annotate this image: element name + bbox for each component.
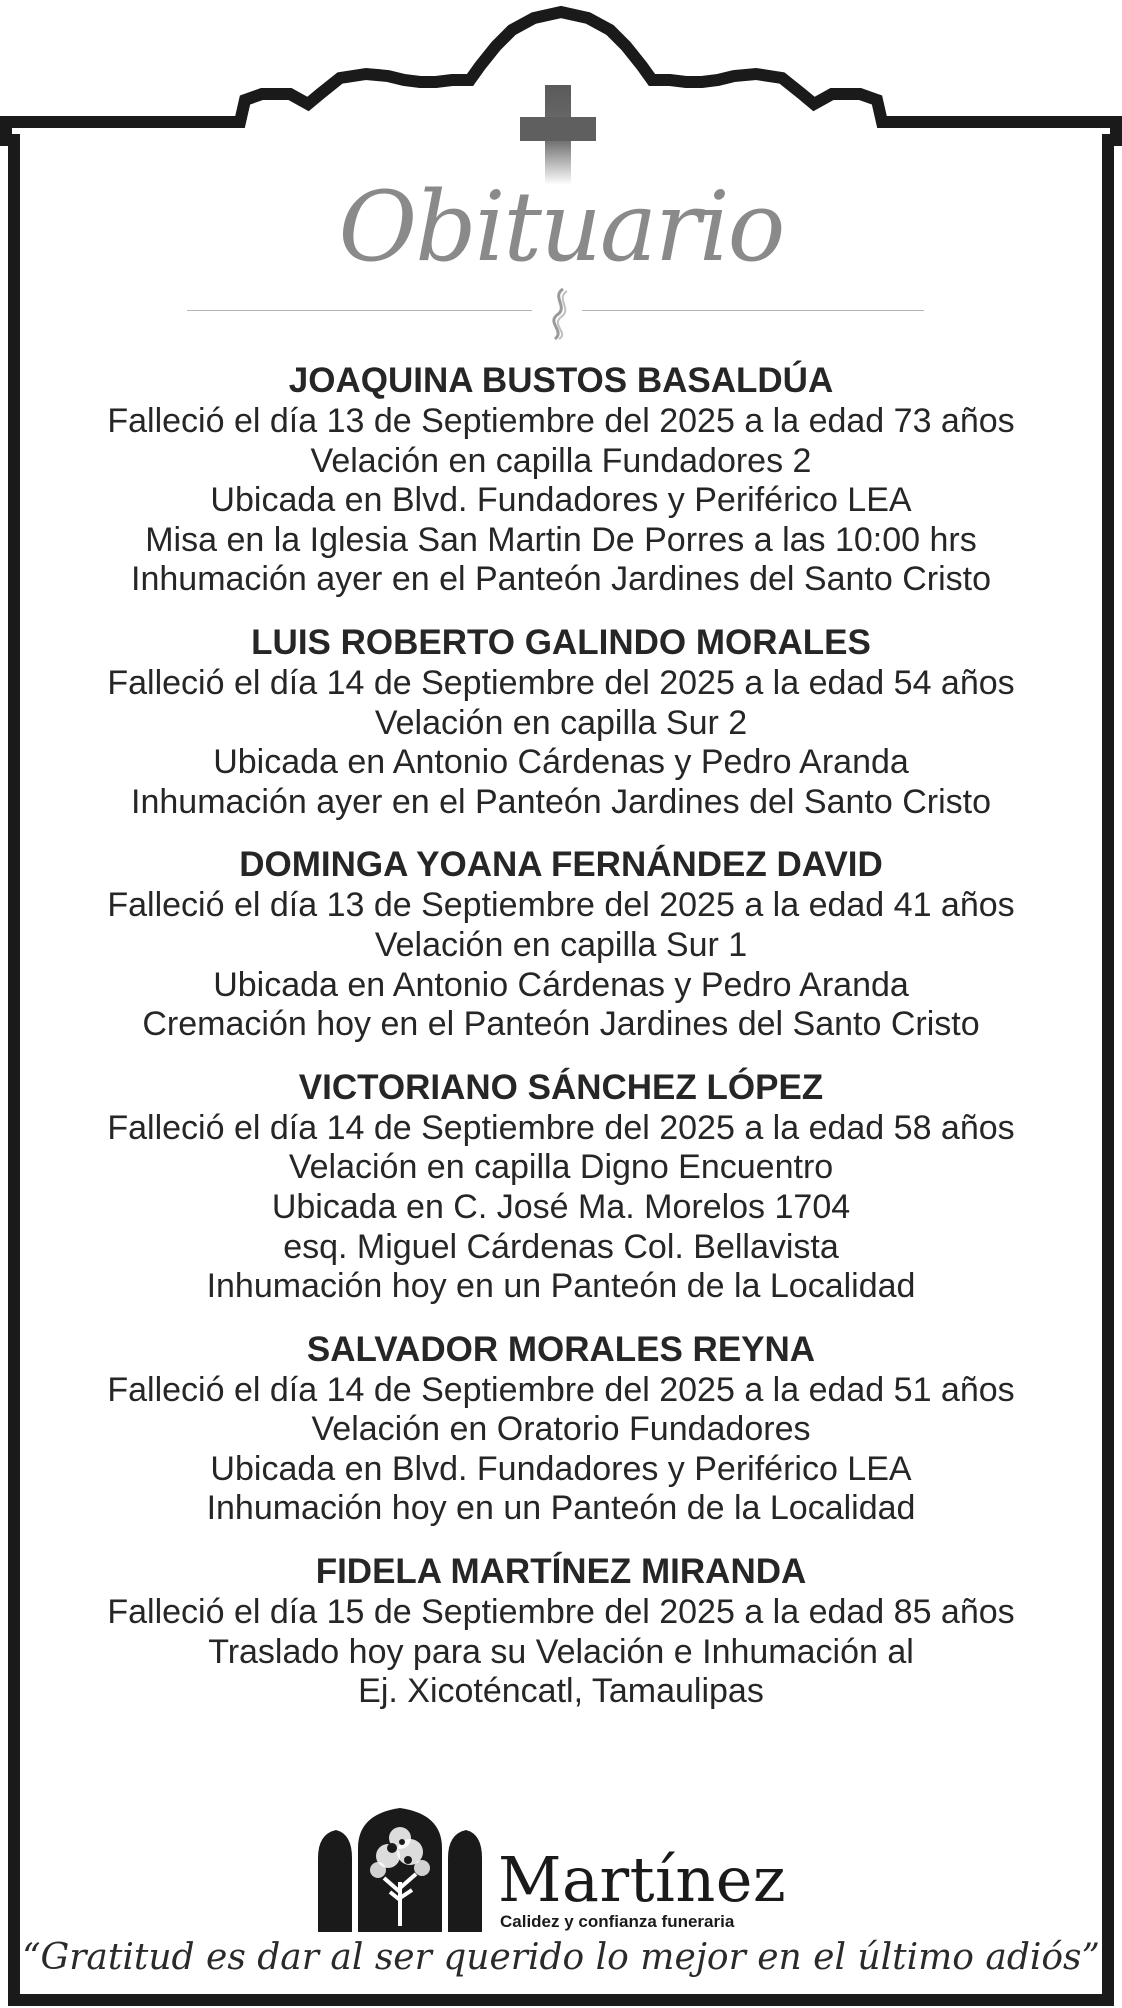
- entry-line: Falleció el día 13 de Septiembre del 2025 a la edad 73 años: [107, 402, 1015, 440]
- brand-name: Martínez: [498, 1843, 787, 1916]
- entry-line: Velación en Oratorio Fundadores: [311, 1410, 811, 1449]
- entry-line: Ubicada en Blvd. Fundadores y Periférico LEA: [210, 1449, 912, 1488]
- entry-line: Misa en la Iglesia San Martin De Porres a las 10:00 hrs: [145, 520, 977, 559]
- obituary-entry: [40, 1551, 1082, 1712]
- cross-icon: [520, 85, 596, 185]
- entry-line: Traslado hoy para su Velación e Inhumación al: [208, 1632, 914, 1671]
- obituary-entry: [40, 622, 1082, 822]
- deceased-name: DOMINGA YOANA FERNÁNDEZ DAVID: [239, 845, 883, 885]
- deceased-name: JOAQUINA BUSTOS BASALDÚA: [288, 361, 834, 400]
- entry-line: Velación en capilla Digno Encuentro: [288, 1148, 834, 1187]
- deceased-name: VICTORIANO SÁNCHEZ LÓPEZ: [298, 1067, 824, 1107]
- entry-line: Falleció el día 14 de Septiembre del 2025 a la edad 54 años: [107, 663, 1015, 702]
- entry-line: Ej. Xicoténcatl, Tamaulipas: [358, 1672, 764, 1711]
- entry-line: Inhumación ayer en el Panteón Jardines del Santo Cristo: [131, 560, 991, 599]
- entry-line: Falleció el día 13 de Septiembre del 2025 a la edad 41 años: [107, 886, 1015, 925]
- entry-line: Cremación hoy en el Panteón Jardines del Santo Cristo: [142, 1005, 980, 1044]
- entry-line: Ubicada en Blvd. Fundadores y Periférico LEA: [210, 481, 912, 520]
- entry-line: Inhumación ayer en el Panteón Jardines del Santo Cristo: [131, 782, 991, 821]
- entry-line: Velación en capilla Sur 1: [374, 925, 748, 964]
- footer-quote: “Gratitud es dar al ser querido lo mejor en el último adiós”: [22, 1937, 1100, 1978]
- entry-line: Velación en capilla Sur 2: [374, 703, 748, 742]
- divider-left: [187, 310, 532, 311]
- obituary-entry: [40, 1067, 1082, 1307]
- obituary-entry: [40, 844, 1082, 1044]
- entry-line: Inhumación hoy en un Panteón de la Localidad: [206, 1489, 916, 1528]
- entry-line: Inhumación hoy en un Panteón de la Localidad: [206, 1267, 916, 1306]
- entry-line: Falleció el día 14 de Septiembre del 2025 a la edad 58 años: [107, 1108, 1015, 1147]
- deceased-name: FIDELA MARTÍNEZ MIRANDA: [315, 1552, 807, 1592]
- entry-line: Velación en capilla Fundadores 2: [310, 441, 812, 480]
- entry-line: Ubicada en Antonio Cárdenas y Pedro Aranda: [213, 743, 909, 782]
- entry-line: esq. Miguel Cárdenas Col. Bellavista: [283, 1227, 839, 1266]
- page-title: Obituario: [338, 171, 784, 283]
- deceased-name: LUIS ROBERTO GALINDO MORALES: [251, 622, 871, 662]
- entry-line: Ubicada en Antonio Cárdenas y Pedro Aranda: [213, 965, 909, 1004]
- header: [0, 0, 1122, 370]
- obituary-entry: [40, 360, 1082, 600]
- flourish-icon: [545, 285, 575, 341]
- divider-right: [582, 310, 924, 311]
- entry-line: Falleció el día 14 de Septiembre del 2025 a la edad 51 años: [107, 1370, 1015, 1409]
- obituary-entry: [40, 1329, 1082, 1529]
- entry-line: Falleció el día 15 de Septiembre del 2025 a la edad 85 años: [107, 1593, 1015, 1632]
- deceased-name: SALVADOR MORALES REYNA: [306, 1329, 816, 1369]
- entry-line: Ubicada en C. José Ma. Morelos 1704: [271, 1187, 851, 1226]
- obituary-list: [40, 360, 1082, 1734]
- brand-tagline: Calidez y confianza funeraria: [500, 1912, 735, 1931]
